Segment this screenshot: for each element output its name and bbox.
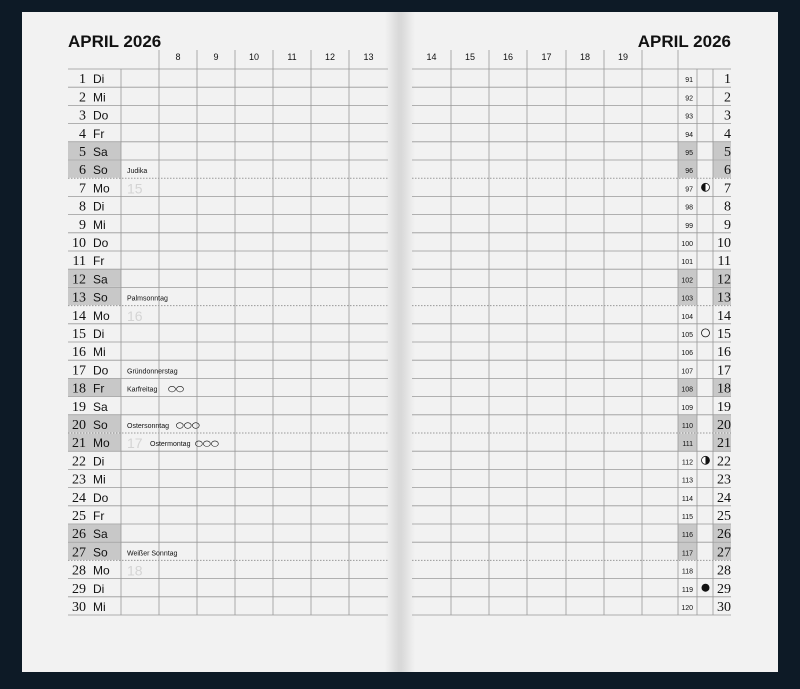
weekday-label: Di [93,327,105,341]
hour-label: 17 [541,52,552,62]
day-number-right: 20 [717,418,731,433]
holiday-label: Ostersonntag [127,423,170,430]
day-of-year: 92 [685,95,693,103]
day-of-year: 110 [681,423,693,430]
weekday-label: Do [93,490,109,505]
holiday-label: Ostermontag [150,441,191,449]
day-of-year: 116 [681,532,693,540]
week-number: 17 [127,435,143,452]
hour-label: 16 [502,52,514,62]
day-number-left: 12 [72,272,86,288]
day-number-right: 12 [717,272,731,288]
moon-new-icon [702,584,710,592]
weekday-label: Fr [93,126,105,141]
weekday-label: Mi [93,472,106,487]
day-number-right: 26 [717,527,731,543]
day-number-right: 21 [717,436,731,452]
day-number-left: 10 [72,236,86,251]
day-of-year: 119 [681,586,693,594]
day-number-left: 17 [72,363,86,379]
day-number-left: 4 [79,126,86,142]
day-of-year: 114 [681,495,693,503]
holiday-label: Palmsonntag [127,295,168,303]
day-of-year: 112 [681,459,693,467]
day-of-year: 113 [681,477,693,485]
hour-label: 15 [464,52,476,62]
day-number-right: 29 [717,581,731,597]
right-month-title: APRIL 2026 [637,32,731,51]
hour-label: 10 [248,52,260,62]
weekday-label: So [93,545,108,560]
weekday-label: Mo [93,308,110,323]
day-number-right: 2 [724,90,731,106]
holiday-label: Karfreitag [127,386,158,394]
day-of-year: 96 [685,168,693,176]
hour-label: 8 [175,52,181,62]
day-number-left: 6 [79,163,86,179]
day-number-right: 7 [724,181,731,197]
day-number-right: 17 [717,363,731,379]
day-of-year: 108 [681,386,693,394]
weekday-label: Di [93,199,105,214]
weekday-label: Do [93,108,109,123]
day-of-year: 109 [681,404,693,412]
weekday-label: Fr [93,381,105,396]
day-of-year: 103 [681,295,693,303]
weekday-label: Sa [93,399,108,414]
hour-label: 18 [579,52,591,62]
day-of-year: 117 [681,550,693,558]
day-of-year: 105 [681,332,693,339]
day-number-left: 16 [72,345,86,361]
day-number-left: 24 [72,490,86,506]
day-of-year: 93 [685,113,693,121]
day-number-right: 1 [724,72,731,88]
day-number-left: 30 [72,600,86,615]
day-number-right: 3 [724,108,731,124]
day-number-left: 11 [72,254,86,270]
holiday-label: Judika [127,168,148,176]
day-number-left: 8 [79,199,86,215]
weekday-label: So [93,418,108,432]
day-of-year: 91 [685,77,693,85]
day-number-left: 22 [72,454,86,470]
weekday-label: Di [93,72,105,87]
weekday-label: Sa [93,145,108,159]
day-number-right: 8 [724,199,731,215]
day-number-left: 26 [72,527,86,543]
day-number-left: 14 [72,308,86,324]
week-number: 15 [127,180,143,197]
day-number-right: 9 [724,217,731,233]
weekday-label: Mi [93,90,106,105]
holiday-label: Gründonnerstag [127,368,178,376]
day-number-left: 29 [72,581,86,597]
day-number-left: 9 [79,217,86,233]
day-number-right: 28 [717,563,731,579]
day-of-year: 115 [681,514,693,521]
day-of-year: 100 [681,241,693,248]
weekday-label: Fr [93,254,105,269]
weekday-label: So [93,163,108,178]
weekday-label: Fr [93,509,105,523]
day-of-year: 94 [685,131,693,139]
weekday-label: Sa [93,272,108,287]
day-number-left: 23 [72,472,86,488]
day-number-left: 2 [79,90,86,106]
hour-label: 14 [426,52,437,62]
day-number-left: 15 [72,327,86,342]
hour-label: 9 [213,52,219,62]
day-number-right: 10 [717,236,731,251]
day-number-left: 7 [79,181,86,197]
day-number-right: 19 [717,399,731,415]
day-of-year: 106 [681,350,693,358]
day-number-left: 5 [79,145,86,160]
day-of-year: 104 [681,313,693,321]
day-of-year: 107 [681,368,693,376]
moon-first-quarter-icon [702,456,710,464]
day-number-left: 19 [72,399,86,415]
day-number-left: 20 [72,418,86,433]
day-number-left: 27 [72,545,86,561]
weekday-label: Do [93,363,109,378]
weekday-label: Mo [93,436,110,451]
day-number-left: 13 [72,290,86,306]
weekday-label: So [93,290,108,305]
weekday-label: Mi [93,217,106,232]
day-number-left: 3 [79,108,86,124]
weekday-label: Do [93,236,109,250]
day-of-year: 120 [681,605,693,612]
day-number-right: 22 [717,454,731,470]
day-of-year: 111 [682,441,693,449]
day-of-year: 118 [681,568,693,576]
weekday-label: Mi [93,600,106,614]
moon-disc [702,584,710,592]
day-of-year: 102 [681,277,693,285]
weekday-label: Di [93,454,105,469]
hour-label: 13 [363,52,374,62]
hour-label: 11 [287,52,297,62]
day-of-year: 97 [685,186,693,194]
day-number-right: 18 [717,381,731,397]
day-of-year: 99 [685,222,693,230]
left-month-title: APRIL 2026 [68,32,162,51]
weekday-label: Mo [93,563,110,578]
day-of-year: 98 [685,204,693,212]
day-of-year: 101 [681,259,693,267]
day-number-right: 30 [717,600,731,615]
day-number-left: 18 [72,381,86,397]
day-number-right: 16 [717,345,731,361]
day-number-right: 24 [717,490,731,506]
day-number-left: 25 [72,509,86,524]
day-number-right: 14 [717,308,731,324]
day-number-right: 23 [717,472,731,488]
weekday-label: Mi [93,345,106,360]
day-number-right: 25 [717,509,731,524]
weekday-label: Mo [93,181,110,196]
day-number-right: 11 [717,254,731,270]
day-number-right: 27 [717,545,731,561]
day-number-right: 5 [724,145,731,160]
day-of-year: 95 [685,150,693,157]
week-number: 16 [127,307,143,324]
hour-label: 19 [617,52,629,62]
day-number-left: 21 [72,436,86,452]
book-gutter [385,12,415,672]
day-number-right: 6 [724,163,731,179]
week-number: 18 [127,562,143,579]
moon-last-quarter-icon [702,183,710,191]
holiday-label: Weißer Sonntag [127,550,178,558]
weekday-label: Sa [93,527,108,542]
hour-label: 12 [324,52,336,62]
day-number-right: 15 [717,327,731,342]
day-number-left: 28 [72,563,86,579]
weekday-label: Di [93,581,105,596]
day-number-left: 1 [79,72,86,88]
day-number-right: 13 [717,290,731,306]
day-number-right: 4 [724,126,731,142]
